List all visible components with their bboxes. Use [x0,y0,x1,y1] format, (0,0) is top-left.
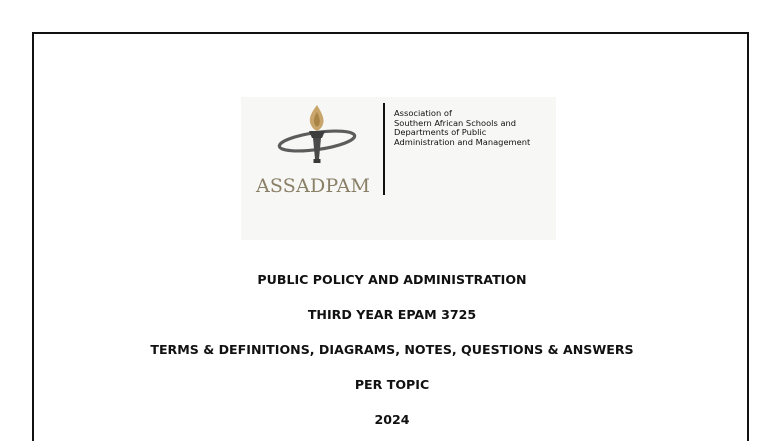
torch-icon [275,103,359,165]
course-code: THIRD YEAR EPAM 3725 [307,307,477,322]
association-name [394,109,530,147]
assadpam-logo [241,97,556,240]
logo-divider [383,103,385,195]
document-title-block [0,271,784,441]
assadpam-wordmark: ASSADPAM [256,175,371,197]
document-year: 2024 [374,412,410,427]
document-contents: TERMS & DEFINITIONS, DIAGRAMS, NOTES, QUESTIONS & ANSWERS [150,342,634,357]
association-line: Southern African Schools and [394,117,517,128]
course-title: PUBLIC POLICY AND ADMINISTRATION [257,272,527,287]
document-scope: PER TOPIC [354,377,430,392]
association-line: Association of [394,108,452,118]
association-line: Departments of Public [394,127,487,137]
association-line: Administration and Management [394,136,531,147]
